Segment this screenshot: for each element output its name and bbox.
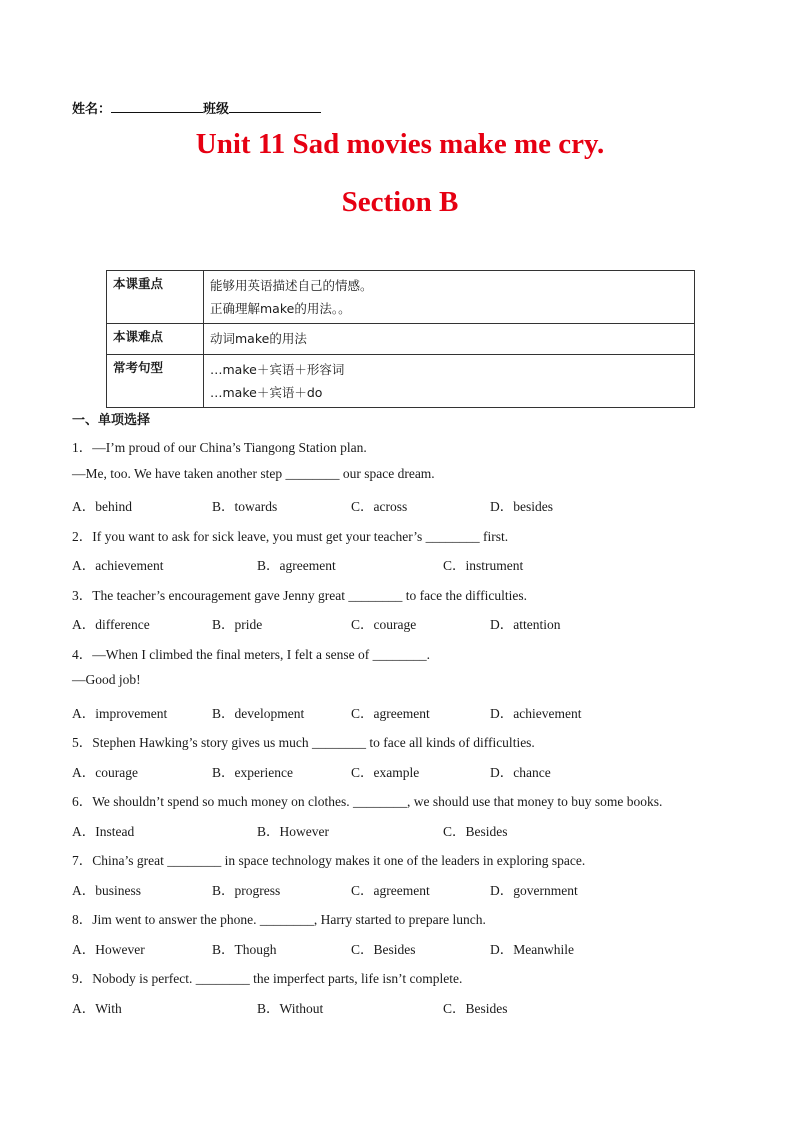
question-stem: —Good job! — [72, 672, 141, 687]
option[interactable]: B．towards — [212, 499, 278, 514]
row-value-line: 正确理解make的用法。。 — [210, 301, 351, 316]
class-label: 班级 — [203, 102, 230, 117]
table-row — [107, 271, 695, 324]
option[interactable]: D．government — [490, 883, 578, 898]
option[interactable]: A．improvement — [72, 706, 168, 721]
class-blank[interactable] — [229, 100, 321, 113]
option[interactable]: D．besides — [490, 499, 553, 514]
row-value-line: …make＋宾语＋形容词 — [210, 362, 345, 377]
row-value — [204, 355, 695, 408]
option[interactable]: A．However — [72, 942, 145, 957]
question-stem: 8．Jim went to answer the phone. ________, Harry started to prepare lunch. — [72, 912, 486, 927]
section-heading: 一、单项选择 — [72, 413, 151, 428]
option[interactable]: A．With — [72, 1001, 122, 1016]
option[interactable]: B．However — [257, 824, 329, 839]
option[interactable]: D．Meanwhile — [490, 942, 574, 957]
option[interactable]: D．chance — [490, 765, 551, 780]
question-stem: 6．We shouldn’t spend so much money on clothes. ________, we should use that money to buy some books. — [72, 794, 663, 809]
row-value — [204, 271, 695, 324]
option[interactable]: C．across — [351, 499, 408, 514]
question-stem: 7．China’s great ________ in space technology makes it one of the leaders in exploring space. — [72, 853, 586, 868]
question-stem: 5．Stephen Hawking’s story gives us much ________ to face all kinds of difficulties. — [72, 735, 535, 750]
option[interactable]: A．business — [72, 883, 142, 898]
row-label: 本课难点 — [107, 324, 204, 355]
option[interactable]: B．pride — [212, 617, 263, 632]
question-stem: 4．—When I climbed the final meters, I felt a sense of ________. — [72, 647, 431, 662]
lesson-info-table — [106, 270, 695, 408]
option-row — [72, 761, 772, 779]
option[interactable]: A．difference — [72, 617, 150, 632]
option[interactable]: C．Besides — [443, 1001, 508, 1016]
page-subtitle: Section B — [341, 186, 459, 218]
option[interactable]: D．achievement — [490, 706, 582, 721]
table-row — [107, 324, 695, 355]
row-value-line: 能够用英语描述自己的情感。 — [210, 278, 373, 293]
option[interactable]: C．courage — [351, 617, 417, 632]
option-row — [72, 997, 772, 1015]
option-row — [72, 495, 772, 513]
option[interactable]: C．Besides — [443, 824, 508, 839]
option-row — [72, 613, 772, 631]
option[interactable]: C．agreement — [351, 883, 430, 898]
option[interactable]: D．attention — [490, 617, 561, 632]
table-row — [107, 355, 695, 408]
option-row — [72, 554, 772, 572]
option[interactable]: A．behind — [72, 499, 132, 514]
page-title: Unit 11 Sad movies make me cry. — [195, 128, 605, 160]
option[interactable]: C．Besides — [351, 942, 416, 957]
option[interactable]: A．achievement — [72, 558, 164, 573]
option[interactable]: C．agreement — [351, 706, 430, 721]
question-stem: 9．Nobody is perfect. ________ the imperfect parts, life isn’t complete. — [72, 971, 463, 986]
option[interactable]: B．agreement — [257, 558, 336, 573]
question-stem: 1．—I’m proud of our China’s Tiangong Station plan. — [72, 440, 367, 455]
option[interactable]: B．Though — [212, 942, 277, 957]
row-label: 本课重点 — [107, 271, 204, 324]
option-row — [72, 702, 772, 720]
row-value-line: 动词make的用法 — [210, 331, 307, 346]
question-stem: —Me, too. We have taken another step ________ our space dream. — [72, 466, 435, 481]
option[interactable]: B．development — [212, 706, 305, 721]
option-row — [72, 938, 772, 956]
option[interactable]: A．courage — [72, 765, 138, 780]
question-stem: 3．The teacher’s encouragement gave Jenny great ________ to face the difficulties. — [72, 588, 527, 603]
question-stem: 2．If you want to ask for sick leave, you must get your teacher’s ________ first. — [72, 529, 509, 544]
option[interactable]: C．instrument — [443, 558, 524, 573]
option[interactable]: A．Instead — [72, 824, 135, 839]
row-value-line: …make＋宾语＋do — [210, 385, 323, 400]
option-row — [72, 820, 772, 838]
option[interactable]: B．Without — [257, 1001, 324, 1016]
name-label: 姓名： — [72, 102, 112, 117]
row-label: 常考句型 — [107, 355, 204, 408]
row-value — [204, 324, 695, 355]
name-blank[interactable] — [111, 100, 203, 113]
option[interactable]: C．example — [351, 765, 420, 780]
option-row — [72, 879, 772, 897]
option[interactable]: B．progress — [212, 883, 281, 898]
option[interactable]: B．experience — [212, 765, 293, 780]
name-class-line — [72, 98, 321, 117]
